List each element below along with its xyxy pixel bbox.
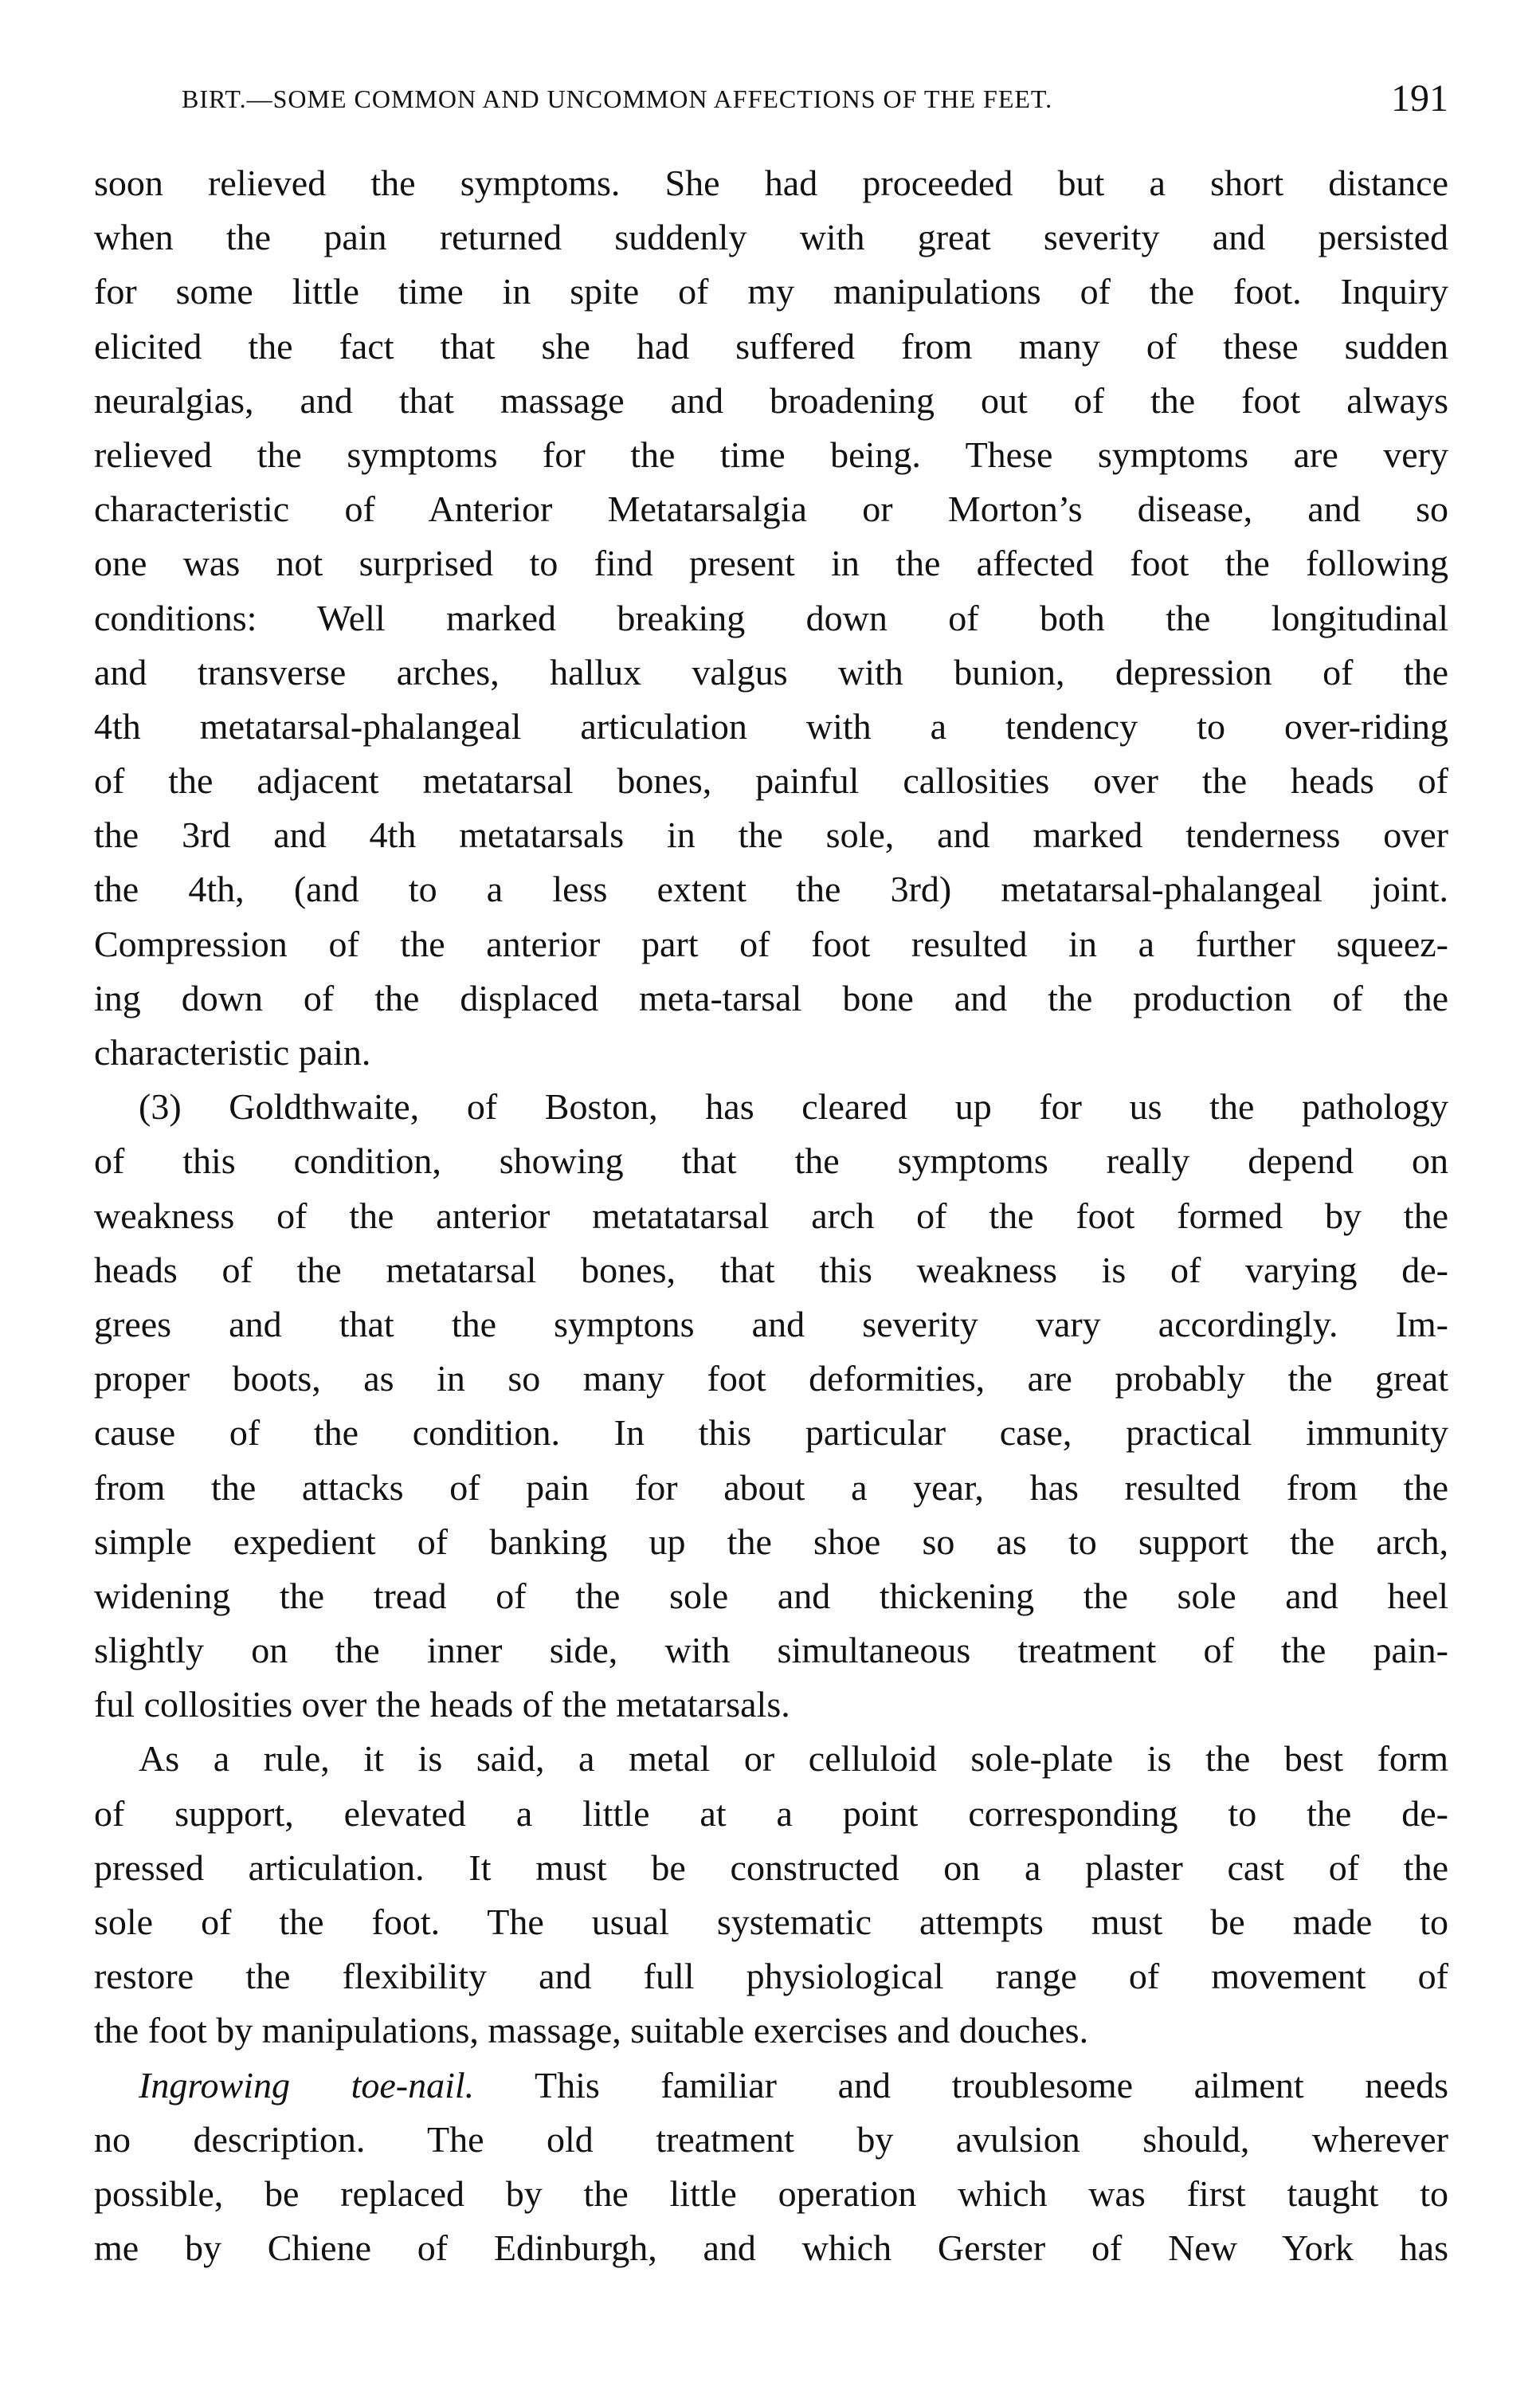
text-line-content: neuralgias, and that massage and broadening out of the foot always <box>94 379 1448 421</box>
text-line <box>94 1841 1448 1895</box>
text-line <box>94 1189 1448 1243</box>
text-line-italic: Ingrowing toe-nail. <box>139 2064 475 2106</box>
text-line <box>94 210 1448 265</box>
text-line <box>94 1569 1448 1623</box>
text-line <box>94 917 1448 971</box>
text-line-content: proper boots, as in so many foot deformities, are probably the great <box>94 1358 1448 1399</box>
text-line <box>94 1787 1448 1841</box>
running-head-title: BIRT.—SOME COMMON AND UNCOMMON AFFECTIONS OF THE FEET. <box>182 84 1053 113</box>
text-line <box>94 1080 1448 1134</box>
text-line <box>94 265 1448 319</box>
text-line-content: the 3rd and 4th metatarsals in the sole, and marked tenderness over <box>94 814 1448 856</box>
text-line-content: the 4th, (and to a less extent the 3rd) metatarsal-phalangeal joint. <box>94 869 1448 910</box>
text-line <box>94 1623 1448 1678</box>
text-line-content: no description. The old treatment by avulsion should, wherever <box>94 2118 1448 2160</box>
text-line-content: me by Chiene of Edinburgh, and which Gerster of New York has <box>94 2227 1448 2269</box>
body-text <box>94 156 1448 2275</box>
text-line-content: Compression of the anterior part of foot resulted in a further squeez- <box>94 923 1448 964</box>
text-line-content: of support, elevated a little at a point corresponding to the de- <box>94 1792 1448 1834</box>
text-line-content: relieved the symptoms for the time being. These symptoms are very <box>94 434 1448 475</box>
text-line <box>94 1895 1448 1949</box>
text-line-content: cause of the condition. In this particular case, practical immunity <box>94 1412 1448 1454</box>
text-line-content: when the pain returned suddenly with great severity and persisted <box>94 217 1448 258</box>
text-line <box>94 2113 1448 2167</box>
text-line <box>94 700 1448 754</box>
text-line-content: pressed articulation. It must be constructed on a plaster cast of the <box>94 1847 1448 1888</box>
page-number: 191 <box>1391 77 1448 120</box>
text-line <box>94 2167 1448 2221</box>
text-line-content: widening the tread of the sole and thickening the sole and heel <box>94 1575 1448 1616</box>
text-line-content: characteristic pain. <box>94 1032 371 1073</box>
text-line <box>94 374 1448 428</box>
text-line-content: simple expedient of banking up the shoe so as to support the arch, <box>94 1521 1448 1562</box>
text-line <box>94 156 1448 210</box>
running-head <box>182 77 1448 124</box>
text-line-content: elicited the fact that she had suffered from many of these sudden <box>94 325 1448 367</box>
text-line <box>94 1515 1448 1569</box>
text-line <box>94 320 1448 374</box>
text-line <box>94 1297 1448 1352</box>
text-line <box>94 2058 1448 2113</box>
text-line-content: slightly on the inner side, with simultaneous treatment of the pain- <box>94 1630 1448 1671</box>
text-line-content: (3) Goldthwaite, of Boston, has cleared up for us the pathology <box>139 1086 1448 1128</box>
text-line <box>94 428 1448 482</box>
text-line-content: the foot by manipulations, massage, suitable exercises and douches. <box>94 2010 1089 2051</box>
text-line <box>94 1134 1448 1188</box>
text-line-content: ful collosities over the heads of the metatarsals. <box>94 1684 790 1725</box>
text-line <box>94 1949 1448 2004</box>
text-line-content: possible, be replaced by the little operation which was first taught to <box>94 2172 1448 2214</box>
text-line <box>94 2004 1448 2058</box>
text-line-content: grees and that the symptons and severity vary accordingly. Im- <box>94 1303 1448 1344</box>
text-line-content: one was not surprised to find present in the affected foot the following <box>94 543 1448 584</box>
text-line-content: soon relieved the symptoms. She had proceeded but a short distance <box>94 163 1448 203</box>
text-line <box>94 754 1448 808</box>
text-line <box>94 591 1448 646</box>
text-line <box>94 862 1448 916</box>
text-line-content: conditions: Well marked breaking down of both the longitudinal <box>94 597 1448 638</box>
text-line-content: of the adjacent metatarsal bones, painful callosities over the heads of <box>94 760 1448 802</box>
text-line <box>94 1352 1448 1406</box>
text-line <box>94 1678 1448 1732</box>
text-line-content: from the attacks of pain for about a year, has resulted from the <box>94 1466 1448 1508</box>
text-line-content: This familiar and troublesome ailment needs <box>474 2064 1448 2106</box>
text-line-content: and transverse arches, hallux valgus with bunion, depression of the <box>94 651 1448 693</box>
text-line-content: weakness of the anterior metatatarsal arch of the foot formed by the <box>94 1195 1448 1236</box>
text-line-content: 4th metatarsal-phalangeal articulation with a tendency to over-riding <box>94 705 1448 747</box>
text-line <box>94 2221 1448 2275</box>
text-line-content: As a rule, it is said, a metal or celluloid sole-plate is the best form <box>139 1738 1448 1780</box>
text-line <box>94 1243 1448 1297</box>
text-line-content: of this condition, showing that the symptoms really depend on <box>94 1140 1448 1182</box>
text-line <box>94 646 1448 700</box>
text-line <box>94 1732 1448 1786</box>
text-line <box>94 808 1448 862</box>
text-line <box>94 1406 1448 1460</box>
text-line-content: for some little time in spite of my manipulations of the foot. Inquiry <box>94 271 1448 312</box>
text-line <box>94 971 1448 1026</box>
text-line-content: restore the flexibility and full physiological range of movement of <box>94 1956 1448 1997</box>
text-line <box>94 1461 1448 1515</box>
text-line <box>94 482 1448 536</box>
text-line <box>94 536 1448 591</box>
text-line <box>94 1026 1448 1080</box>
text-line-content: sole of the foot. The usual systematic attempts must be made to <box>94 1901 1448 1942</box>
text-line-content: ing down of the displaced meta-tarsal bone and the production of the <box>94 977 1448 1018</box>
text-line-content: characteristic of Anterior Metatarsalgia or Morton’s disease, and so <box>94 489 1448 530</box>
text-line-content: heads of the metatarsal bones, that this weakness is of varying de- <box>94 1249 1448 1290</box>
